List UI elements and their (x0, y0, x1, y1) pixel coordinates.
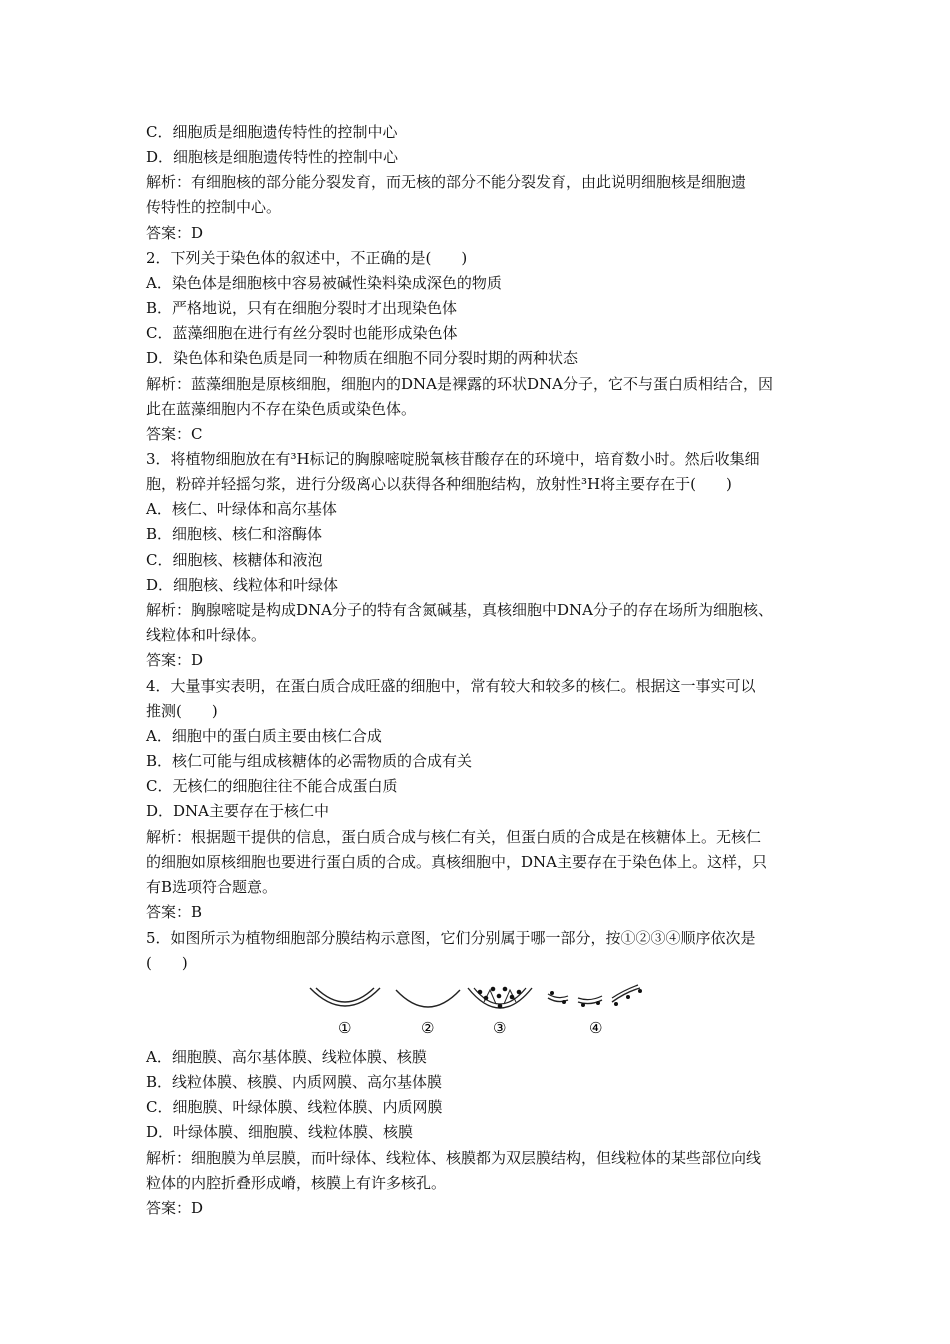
question-line: 推测( ) (146, 702, 218, 720)
option-b-line: B．严格地说，只有在细胞分裂时才出现染色体 (146, 299, 458, 317)
question-line: ( ) (146, 954, 188, 972)
explanation-line: 解析：有细胞核的部分能分裂发育，而无核的部分不能分裂发育，由此说明细胞核是细胞遗 (146, 173, 747, 191)
option-c-line: C．蓝藻细胞在进行有丝分裂时也能形成染色体 (146, 324, 458, 342)
option-a-line: A．细胞膜、高尔基体膜、线粒体膜、核膜 (146, 1048, 427, 1066)
explanation-line: 此在蓝藻细胞内不存在染色质或染色体。 (146, 400, 417, 418)
option-a-line: A．细胞中的蛋白质主要由核仁合成 (146, 727, 382, 745)
question-line: 2．下列关于染色体的叙述中，不正确的是( ) (146, 249, 468, 267)
answer-line: 答案：D (146, 224, 204, 242)
option-c-line: C．细胞膜、叶绿体膜、线粒体膜、内质网膜 (146, 1098, 443, 1116)
option-b-line: B．核仁可能与组成核糖体的必需物质的合成有关 (146, 752, 473, 770)
figure-label-2: ② (421, 1019, 435, 1034)
membrane-3-folded (468, 987, 532, 1009)
answer-line: 答案：D (146, 1199, 204, 1217)
question-line: 5．如图所示为植物细胞部分膜结构示意图，它们分别属于哪一部分，按①②③④顺序依次是 (146, 929, 756, 947)
answer-line: 答案：B (146, 903, 203, 921)
explanation-line: 粒体的内腔折叠形成嵴，核膜上有许多核孔。 (146, 1174, 447, 1192)
question-line: 胞，粉碎并轻摇匀浆，进行分级离心以获得各种细胞结构，放射性³H将主要存在于( ) (146, 475, 732, 493)
option-b-line: B．线粒体膜、核膜、内质网膜、高尔基体膜 (146, 1073, 443, 1091)
explanation-line: 线粒体和叶绿体。 (146, 626, 267, 644)
option-d-line: D．叶绿体膜、细胞膜、线粒体膜、核膜 (146, 1123, 414, 1141)
explanation-line: 解析：胸腺嘧啶是构成DNA分子的特有含氮碱基，真核细胞中DNA分子的存在场所为细胞核、 (146, 601, 773, 619)
option-d-line: D．DNA主要存在于核仁中 (146, 802, 330, 820)
figure-label-3: ③ (493, 1019, 507, 1034)
answer-line: 答案：D (146, 651, 204, 669)
explanation-line: 传特性的控制中心。 (146, 198, 282, 216)
explanation-line: 的细胞如原核细胞也要进行蛋白质的合成。真核细胞中，DNA主要存在于染色体上。这样，只 (146, 853, 767, 871)
option-d-line: D．细胞核、线粒体和叶绿体 (146, 576, 339, 594)
option-c-line: C．细胞核、核糖体和液泡 (146, 551, 323, 569)
option-c-line: C．细胞质是细胞遗传特性的控制中心 (146, 123, 398, 141)
explanation-line: 解析：细胞膜为单层膜，而叶绿体、线粒体、核膜都为双层膜结构，但线粒体的某些部位向线 (146, 1149, 762, 1167)
question-line: 4．大量事实表明，在蛋白质合成旺盛的细胞中，常有较大和较多的核仁。根据这一事实可以 (146, 677, 756, 695)
explanation-line: 有B选项符合题意。 (146, 878, 278, 896)
option-b-line: B．细胞核、核仁和溶酶体 (146, 525, 323, 543)
membrane-4-rough (548, 985, 642, 1007)
option-d-line: D．细胞核是细胞遗传特性的控制中心 (146, 148, 399, 166)
option-c-line: C．无核仁的细胞往往不能合成蛋白质 (146, 777, 398, 795)
figure-label-4: ④ (589, 1019, 603, 1034)
answer-line: 答案：C (146, 425, 203, 443)
option-a-line: A．核仁、叶绿体和高尔基体 (146, 500, 337, 518)
figure-label-1: ① (338, 1019, 352, 1034)
explanation-line: 解析：蓝藻细胞是原核细胞，细胞内的DNA是裸露的环状DNA分子，它不与蛋白质相结合，因 (146, 375, 773, 393)
membrane-1-double (310, 988, 380, 1006)
membrane-structure-figure (300, 984, 660, 1034)
option-a-line: A．染色体是细胞核中容易被碱性染料染成深色的物质 (146, 274, 502, 292)
explanation-line: 解析：根据题干提供的信息，蛋白质合成与核仁有关，但蛋白质的合成是在核糖体上。无核仁 (146, 828, 762, 846)
option-d-line: D．染色体和染色质是同一种物质在细胞不同分裂时期的两种状态 (146, 349, 579, 367)
question-line: 3．将植物细胞放在有³H标记的胸腺嘧啶脱氧核苷酸存在的环境中，培育数小时。然后收集细 (146, 450, 760, 468)
membrane-2-single (396, 990, 460, 1007)
